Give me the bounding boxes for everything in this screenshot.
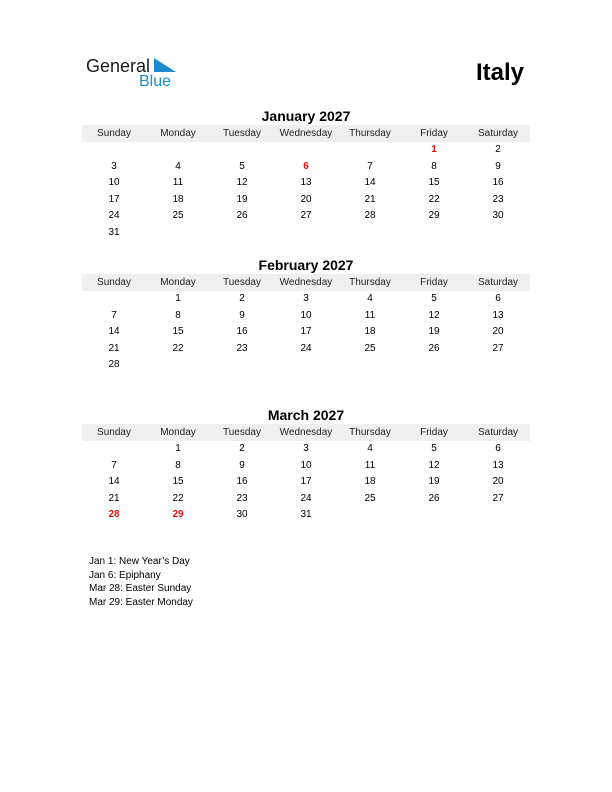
day-cell: 28: [108, 509, 120, 521]
empty-day-cell: [338, 507, 402, 524]
weekday-label: Tuesday: [223, 128, 261, 139]
day-cell: 4: [367, 443, 373, 454]
empty-day-cell: [210, 357, 274, 374]
day-cell: 19: [428, 476, 440, 488]
weekday-label: Saturday: [477, 427, 519, 438]
holiday-item: Jan 1: New Year’s Day: [89, 556, 190, 567]
week-row: [82, 225, 530, 242]
day-cell: 13: [492, 309, 504, 321]
day-cell: 26: [428, 492, 440, 504]
day-cell: 15: [172, 476, 184, 488]
day-cell: 19: [428, 326, 440, 338]
logo-general-text: General: [86, 56, 151, 76]
week-row: [82, 291, 530, 308]
day-cell: 5: [239, 160, 245, 172]
day-cell: 29: [172, 509, 184, 521]
day-cell: 31: [300, 509, 312, 521]
weekday-header-row: [82, 424, 530, 441]
empty-day-cell: [274, 142, 338, 159]
month-title: February 2027: [258, 257, 354, 273]
weekday-label: Wednesday: [279, 128, 333, 139]
day-cell: 19: [236, 193, 248, 205]
day-cell: 10: [300, 309, 312, 321]
day-cell: 28: [364, 210, 376, 222]
day-cell: 6: [495, 293, 501, 304]
day-cell: 18: [364, 326, 376, 338]
day-cell: 1: [175, 293, 181, 304]
day-cell: 6: [303, 160, 309, 172]
month-february: [82, 256, 530, 374]
day-cell: 26: [236, 210, 248, 222]
day-cell: 21: [108, 342, 120, 354]
weekday-label: Tuesday: [223, 277, 261, 288]
day-cell: 10: [300, 459, 312, 471]
empty-day-cell: [82, 142, 146, 159]
day-cell: 10: [108, 177, 120, 189]
day-cell: 7: [111, 309, 117, 321]
holiday-item: Mar 29: Easter Monday: [89, 596, 193, 608]
day-cell: 2: [239, 293, 245, 304]
logo-blue-text: Blue: [139, 73, 172, 90]
weekday-header-row: [82, 125, 530, 142]
weekday-label: Sunday: [97, 277, 131, 288]
generalblue-logo: [86, 55, 186, 91]
empty-day-cell: [402, 357, 466, 374]
day-cell: 12: [428, 459, 440, 471]
day-cell: 17: [300, 326, 312, 338]
empty-day-cell: [146, 142, 210, 159]
day-cell: 21: [364, 193, 376, 205]
day-cell: 3: [303, 293, 309, 304]
week-row: [82, 474, 530, 491]
day-cell: 26: [428, 342, 440, 354]
day-cell: 21: [108, 492, 120, 504]
day-cell: 11: [364, 309, 376, 321]
day-cell: 29: [428, 210, 440, 222]
empty-day-cell: [210, 142, 274, 159]
day-cell: 7: [367, 160, 373, 172]
day-cell: 23: [492, 193, 504, 205]
weekday-label: Monday: [160, 427, 196, 438]
day-cell: 14: [364, 177, 376, 189]
week-row: [82, 458, 530, 475]
holiday-item: Jan 6: Epiphany: [89, 569, 161, 581]
empty-day-cell: [466, 507, 530, 524]
day-cell: 30: [492, 210, 504, 222]
day-cell: 13: [300, 177, 312, 189]
weekday-label: Friday: [420, 277, 448, 288]
day-cell: 27: [300, 210, 312, 222]
weekday-label: Tuesday: [223, 427, 261, 438]
weekday-label: Thursday: [349, 427, 391, 438]
day-cell: 7: [111, 459, 117, 471]
day-cell: 11: [364, 459, 376, 471]
day-cell: 24: [108, 210, 120, 222]
country-title: Italy: [475, 59, 524, 86]
day-cell: 23: [236, 342, 248, 354]
day-cell: 12: [236, 177, 248, 189]
empty-day-cell: [82, 291, 146, 308]
day-cell: 20: [492, 326, 504, 338]
week-row: [82, 159, 530, 176]
day-cell: 15: [428, 177, 440, 189]
day-cell: 3: [111, 160, 117, 172]
day-cell: 24: [300, 342, 312, 354]
week-row: [82, 308, 530, 325]
week-row: [82, 441, 530, 458]
holiday-list: [89, 555, 193, 609]
empty-day-cell: [466, 357, 530, 374]
day-cell: 31: [108, 226, 120, 238]
day-cell: 18: [364, 476, 376, 488]
day-cell: 25: [364, 342, 376, 354]
weekday-label: Thursday: [349, 277, 391, 288]
month-title: March 2027: [267, 407, 345, 423]
day-cell: 28: [108, 359, 120, 371]
day-cell: 16: [236, 326, 248, 338]
day-cell: 1: [431, 144, 437, 155]
day-cell: 6: [495, 443, 501, 454]
empty-day-cell: [338, 357, 402, 374]
day-cell: 22: [172, 342, 184, 354]
day-cell: 4: [367, 293, 373, 304]
empty-day-cell: [338, 225, 402, 242]
day-cell: 22: [428, 193, 440, 205]
week-row: [82, 341, 530, 358]
day-cell: 23: [236, 492, 248, 504]
month-title: January 2027: [261, 108, 351, 124]
weekday-label: Wednesday: [279, 277, 333, 288]
month-january: [82, 107, 530, 242]
week-row: [82, 507, 530, 524]
day-cell: 25: [364, 492, 376, 504]
weekday-label: Thursday: [349, 128, 391, 139]
empty-day-cell: [146, 357, 210, 374]
weekday-label: Saturday: [477, 128, 519, 139]
day-cell: 30: [236, 509, 248, 521]
day-cell: 3: [303, 443, 309, 454]
empty-day-cell: [402, 225, 466, 242]
week-row: [82, 357, 530, 374]
day-cell: 22: [172, 492, 184, 504]
empty-day-cell: [210, 225, 274, 242]
day-cell: 13: [492, 459, 504, 471]
day-cell: 9: [239, 309, 245, 321]
day-cell: 20: [492, 476, 504, 488]
day-cell: 5: [431, 443, 437, 454]
day-cell: 17: [300, 476, 312, 488]
empty-day-cell: [466, 225, 530, 242]
day-cell: 14: [108, 476, 120, 488]
day-cell: 4: [175, 160, 181, 172]
day-cell: 14: [108, 326, 120, 338]
day-cell: 2: [239, 443, 245, 454]
empty-day-cell: [274, 357, 338, 374]
weekday-label: Monday: [160, 128, 196, 139]
day-cell: 12: [428, 309, 440, 321]
week-row: [82, 208, 530, 225]
day-cell: 25: [172, 210, 184, 222]
day-cell: 9: [239, 459, 245, 471]
week-row: [82, 192, 530, 209]
day-cell: 8: [431, 160, 437, 172]
day-cell: 5: [431, 293, 437, 304]
day-cell: 18: [172, 193, 184, 205]
empty-day-cell: [338, 142, 402, 159]
empty-day-cell: [82, 441, 146, 458]
weekday-label: Wednesday: [279, 427, 333, 438]
day-cell: 16: [236, 476, 248, 488]
day-cell: 20: [300, 193, 312, 205]
holiday-item: Mar 28: Easter Sunday: [89, 583, 192, 595]
week-row: [82, 175, 530, 192]
day-cell: 2: [495, 144, 501, 155]
weekday-label: Monday: [160, 277, 196, 288]
week-row: [82, 324, 530, 341]
day-cell: 1: [175, 443, 181, 454]
day-cell: 17: [108, 193, 120, 205]
empty-day-cell: [274, 225, 338, 242]
day-cell: 11: [172, 177, 184, 189]
day-cell: 15: [172, 326, 184, 338]
day-cell: 8: [175, 459, 181, 471]
weekday-header-row: [82, 274, 530, 291]
weekday-label: Friday: [420, 427, 448, 438]
weekday-label: Friday: [420, 128, 448, 139]
day-cell: 16: [492, 177, 504, 189]
day-cell: 24: [300, 492, 312, 504]
day-cell: 27: [492, 492, 504, 504]
empty-day-cell: [146, 225, 210, 242]
logo-triangle-icon: [154, 58, 176, 72]
weekday-label: Sunday: [97, 427, 131, 438]
weekday-label: Saturday: [477, 277, 519, 288]
week-row: [82, 142, 530, 159]
day-cell: 8: [175, 309, 181, 321]
month-march: [82, 406, 530, 524]
week-row: [82, 491, 530, 508]
weekday-label: Sunday: [97, 128, 131, 139]
empty-day-cell: [402, 507, 466, 524]
day-cell: 27: [492, 342, 504, 354]
day-cell: 9: [495, 160, 501, 172]
